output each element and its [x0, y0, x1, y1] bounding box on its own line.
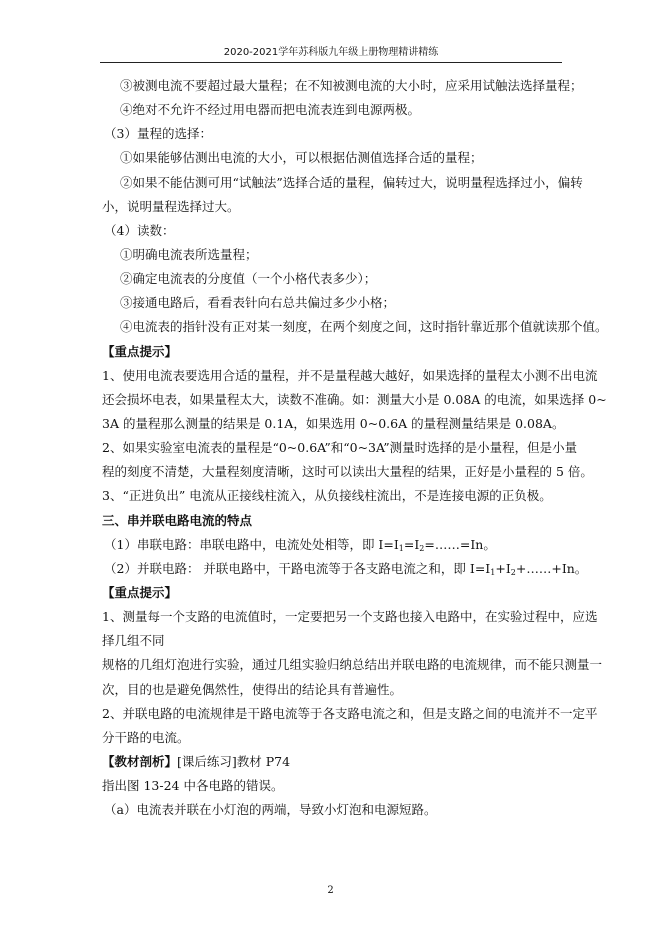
formula-text: （2）并联电路： 并联电路中，干路电流等于各支路电流之和，即 I=I: [104, 560, 491, 576]
section-heading: 三、串并联电路电流的特点: [102, 512, 253, 528]
text-line: （4）读数：: [104, 222, 175, 238]
header-divider: [100, 62, 562, 63]
section-heading: 【重点提示】: [102, 584, 178, 600]
subscript: 1: [398, 543, 404, 553]
formula-text: =I: [403, 536, 420, 552]
text-line: [102, 557, 588, 581]
text-line: ④电流表的指针没有正对某一刻度，在两个刻度之间，这时指针靠近那个值就读那个值。: [120, 319, 608, 335]
text-line: 规格的几组灯泡进行实验，通过几组实验归纳总结出并联电路的电流规律，而不能只测量一: [102, 657, 603, 673]
formula-text: +……+In。: [515, 560, 588, 576]
section-heading: 【教材剖析】: [102, 753, 178, 769]
formula-text: +I: [495, 560, 511, 576]
text-line: 指出图 13-24 中各电路的错误。: [102, 778, 284, 794]
subscript: 2: [419, 543, 425, 553]
text-line: 1、使用电流表要选用合适的量程，并不是量程越大越好，如果选择的量程太小测不出电流: [102, 367, 598, 383]
subscript: 1: [490, 567, 496, 577]
section-heading: 【重点提示】: [102, 343, 178, 359]
text-line: （a）电流表并联在小灯泡的两端，导致小灯泡和电源短路。: [104, 802, 437, 818]
text-line: 择几组不同: [102, 633, 165, 649]
text-line: 还会损坏电表，如果量程太大，读数不准确。如：测量大小是 0.08A 的电流，如果选择 0~: [102, 391, 607, 407]
text-line: ③被测电流不要超过最大量程；在不知被测电流的大小时，应采用试触法选择量程；: [120, 78, 583, 93]
page-header: 2020-2021学年苏科版九年级上册物理精讲精练: [223, 47, 439, 58]
formula-text: =……=In。: [424, 536, 496, 552]
text-line: 3、“正进负出” 电流从正接线柱流入，从负接线柱流出，不是连接电源的正负极。: [102, 488, 552, 504]
text-segment: [课后练习]教材 P74: [177, 753, 291, 769]
text-line: [102, 750, 562, 774]
text-line: 分干路的电流。: [102, 729, 190, 745]
text-line: 程的刻度不清楚，大量程刻度清晰，这时可以读出大量程的结果，正好是小量程的 5 倍。: [102, 464, 593, 480]
page-number: 2: [327, 885, 334, 896]
text-line: 2、并联电路的电流规律是干路电流等于各支路电流之和，但是支路之间的电流并不一定平: [102, 705, 598, 721]
text-line: ②如果不能估测可用“试触法”选择合适的量程，偏转过大，说明量程选择过小，偏转: [120, 174, 583, 190]
text-line: 1、测量每一个支路的电流值时，一定要把另一个支路也接入电路中，在实验过程中，应选: [102, 609, 598, 625]
text-line: ③接通电路后，看看表针向右总共偏过多少小格；: [120, 295, 396, 311]
document-body: [102, 74, 608, 822]
text-line: ①明确电流表所选量程；: [120, 246, 258, 262]
text-line: 2、如果实验室电流表的量程是“0~0.6A”和“0~3A”测量时选择的是小量程，但是小量: [102, 440, 578, 456]
text-line: ②确定电流表的分度值（一个小格代表多少）；: [120, 271, 377, 287]
text-line: 小，说明量程选择过大。: [102, 198, 240, 214]
text-line: 3A 的量程那么测量的结果是 0.1A，如果选用 0~0.6A 的量程测量结果是 0.08A。: [102, 415, 565, 431]
formula-text: （1）串联电路：串联电路中，电流处处相等，即 I=I: [104, 536, 399, 552]
text-line: [102, 533, 562, 557]
text-line: 次，目的也是避免偶然性，使得出的结论具有普遍性。: [102, 681, 403, 697]
subscript: 2: [510, 567, 516, 577]
text-line: ①如果能够估测出电流的大小，可以根据估测值选择合适的量程；: [120, 150, 483, 166]
text-line: ④绝对不允许不经过用电器而把电流表连到电源两极。: [120, 102, 421, 118]
text-line: （3）量程的选择：: [104, 126, 212, 142]
